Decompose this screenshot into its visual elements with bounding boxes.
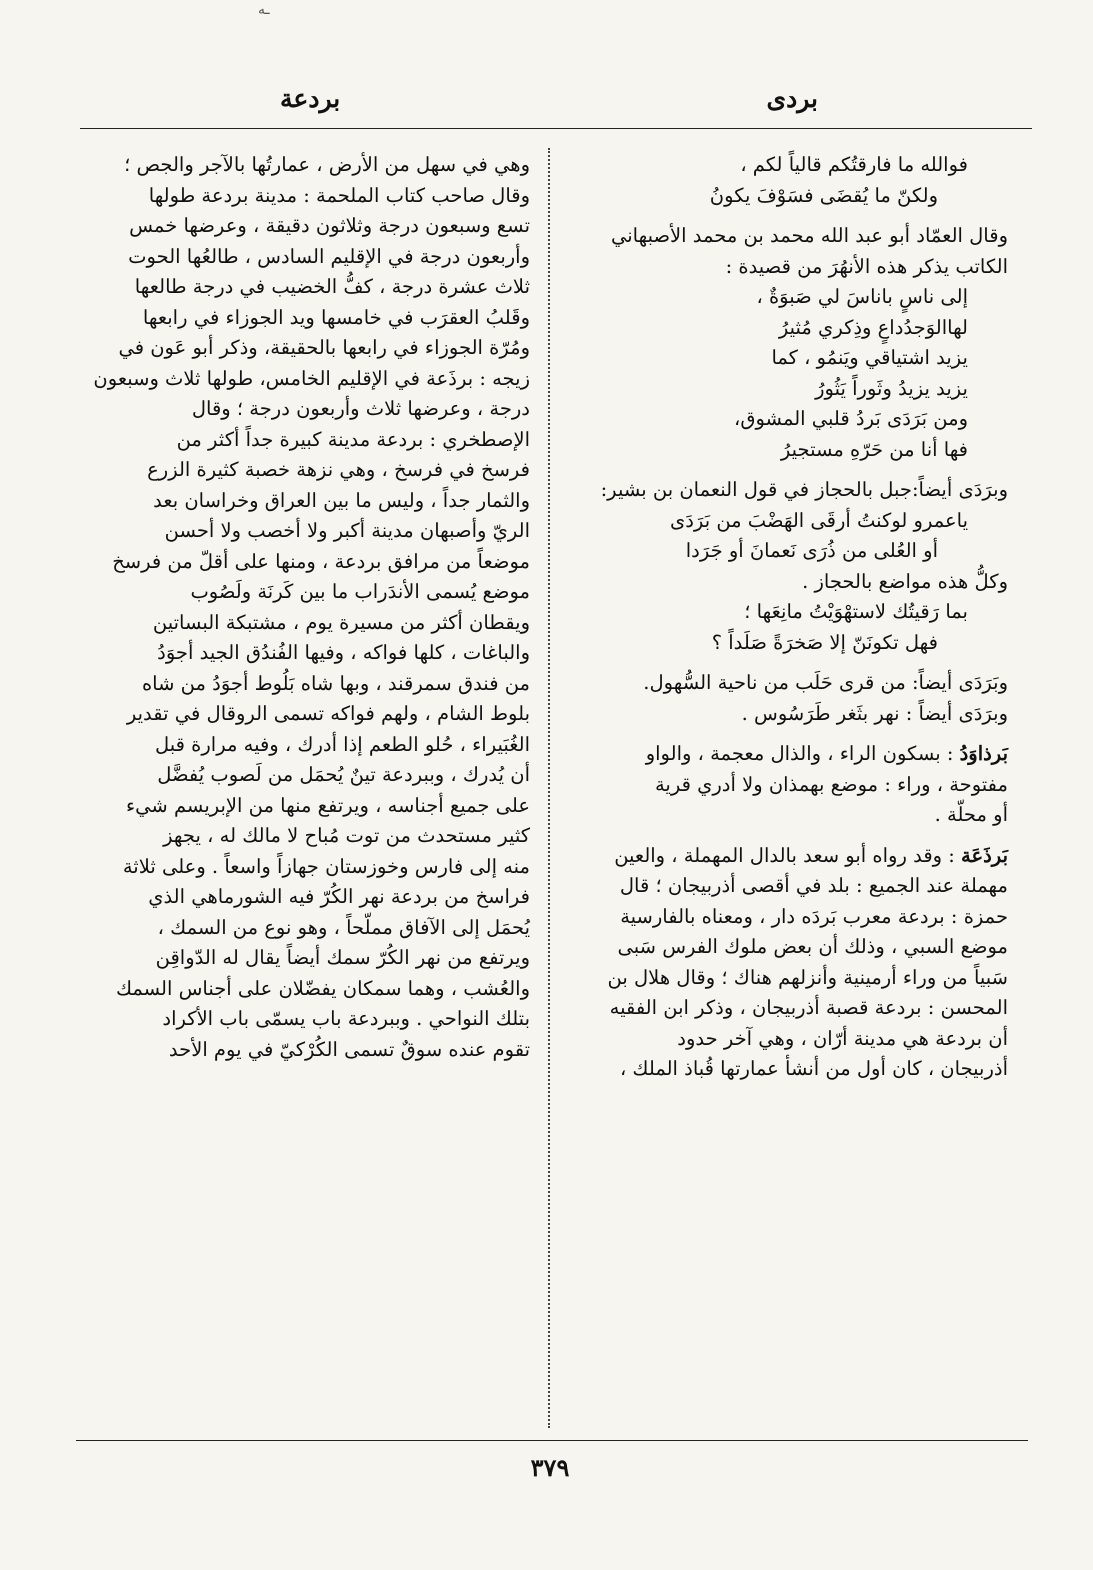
header-left-title: بردعة (280, 84, 341, 113)
line-text: : وقد رواه أبو سعد بالدال المهملة ، والعين (614, 843, 962, 867)
text-line (568, 1054, 1008, 1085)
line-text: أو محلّة . (934, 803, 1008, 826)
text-line (568, 841, 1008, 872)
text-line: تقوم عنده سوقٌ تسمى الكُرْكيّ في يوم الأحد (168, 1037, 530, 1061)
line-text: أو العُلى من ذُرَى نَعمانَ أو جَرَدا (685, 539, 938, 562)
text-line (568, 699, 1008, 730)
text-line: ثلاث عشرة درجة ، كفُّ الخضيب في درجة طالعها (134, 275, 530, 298)
text-line: منه إلى فارس وخوزستان جهازاً واسعاً . وعلى ثلاثة (122, 854, 530, 878)
line-text: إلى ناسٍ باناسَ لي صَبوَةٌ ، (756, 285, 968, 308)
text-line (568, 963, 1008, 994)
text-line (568, 1024, 1008, 1055)
page-header (80, 84, 1033, 124)
line-text: وبَرَدَى أيضاً: من قرى حَلَب من ناحية السُّهول. (643, 671, 1008, 694)
verse-line (568, 404, 1008, 435)
text-line (568, 932, 1008, 963)
text-line: وقَلبُ العقرَب في خامسها ويد الجوزاء في رابعها (142, 305, 530, 329)
text-line: يُحمَل إلى الآفاق مملّحاً ، وهو نوع من السمك ، (157, 915, 530, 939)
text-line (568, 221, 1008, 252)
verse-line (568, 343, 1008, 374)
text-line: الغُبَيراء ، حُلو الطعم إذا أدرك ، وفيه مرارة قبل (155, 732, 530, 756)
text-line (568, 770, 1008, 801)
text-line: أن يُدرك ، وببردعة تينٌ يُحمَل من لَصوب يُفضَّل (157, 763, 530, 786)
text-line: على جميع أجناسه ، ويرتفع منها من الإبريسم شيء (125, 793, 530, 817)
text-line: تسع وسبعون درجة وثلاثون دقيقة ، وعرضها خمس (129, 214, 530, 237)
text-line: كثير مستحدث من توت مُباح لا مالك له ، يجهز (163, 824, 530, 847)
page-number: ٣٧٩ (530, 1453, 570, 1482)
text-line: زيجه : برذَعة في الإقليم الخامس، طولها ثلاث وسبعون (93, 366, 530, 390)
line-text: ومن بَرَدَى بَردُ قلبي المشوق، (734, 407, 968, 430)
verse-line (568, 150, 1008, 181)
text-line (568, 567, 1008, 598)
line-text: فوالله ما فارقتُكم قالياً لكم ، (740, 153, 968, 176)
text-line (568, 800, 1008, 831)
verse-line (568, 181, 1008, 212)
line-text: ياعمرو لوكنتُ أرقَى الهَضْبَ من بَرَدَى (669, 508, 968, 532)
text-line (568, 475, 1008, 506)
text-line: فرسخ في فرسخ ، وهي نزهة خصبة كثيرة الزرع (147, 458, 530, 481)
line-text: فها أنا من حَرّهِ مستجيرُ (780, 437, 968, 461)
text-line: ويرتفع من نهر الكُرّ سمك أيضاً يقال له الدّواقِن (155, 946, 530, 969)
text-line: وقال صاحب كتاب الملحمة : مدينة بردعة طولها (148, 183, 530, 207)
text-line: وأربعون درجة في الإقليم السادس ، طالعُها الحوت (128, 244, 530, 268)
text-line (568, 739, 1008, 770)
header-rule (80, 128, 1032, 129)
line-text: بما رَقيتُك لاستهْوَيْتُ مانِعَها ؛ (744, 600, 968, 623)
text-line (568, 252, 1008, 283)
line-text: مفتوحة ، وراء : موضع بهمذان ولا أدري قرية (654, 772, 1008, 796)
right-column (568, 150, 1008, 1085)
line-text: الكاتب يذكر هذه الأنهُرَ من قصيدة : (725, 254, 1008, 278)
header-right-title: بردى (766, 84, 818, 113)
text-line: موضع يُسمى الأندَراب ما بين كَرنَة ولَصُوب (190, 580, 530, 603)
line-text: وبرَدَى أيضاً : نهر بثَغر طَرَسُوس . (741, 701, 1008, 725)
spacer (568, 465, 1008, 475)
text-line (568, 871, 1008, 902)
column-divider (548, 148, 550, 1428)
verse-line (568, 506, 1008, 537)
text-line: من فندق سمرقند ، وبها شاه بَلُوط أجوَدُ من شاه (141, 671, 530, 695)
text-line (568, 993, 1008, 1024)
text-line: ومُرّة الجوزاء في رابعها بالحقيقة، وذكر أبو عَون في (118, 336, 530, 359)
line-text: وكلُّ هذه مواضع بالحجاز . (802, 569, 1008, 593)
verse-line (568, 282, 1008, 313)
line-text: وقال العمّاد أبو عبد الله محمد بن محمد الأصبهاني (611, 224, 1008, 247)
text-line: والباغات ، كلها فواكه ، وفيها الفُندُق الجيد أجوَدُ (157, 641, 530, 664)
entry-headword: بَرذاوَدُ (959, 742, 1008, 765)
line-text: أن بردعة هي مدينة أرّان ، وهي آخر حدود (677, 1026, 1008, 1050)
text-line: موضعاً من مرافق بردعة ، ومنها على أقلّ من فرسخ (112, 549, 530, 573)
line-text: مهملة عند الجميع : بلد في أقصى أذربيجان ؛ قال (619, 874, 1008, 897)
verse-line (568, 435, 1008, 466)
line-text: يزيد يزيدُ وثَوراً يَثُورُ (815, 376, 968, 400)
text-line: بلوط الشام ، ولهم فواكه تسمى الروقال في تقدير (126, 702, 530, 725)
spacer (568, 831, 1008, 841)
top-mark: ـه (258, 2, 270, 18)
line-text: يزيد اشتياقي ويَنمُو ، كما (771, 346, 968, 369)
verse-line (568, 536, 1008, 567)
verse-line (568, 628, 1008, 659)
spacer (568, 729, 1008, 739)
text-line: ويقطان أكثر من مسيرة يوم ، مشتبكة البساتين (152, 610, 530, 634)
line-text: موضع السبي ، وذلك أن بعض ملوك الفرس سَبى (617, 935, 1008, 958)
line-text: فهل تكونَنّ إلا صَخرَةً صَلَداً ؟ (711, 630, 938, 654)
verse-line (568, 597, 1008, 628)
line-text: وبرَدَى أيضاً:جبل بالحجاز في قول النعمان بن بشير: (600, 478, 1008, 501)
text-line: درجة ، وعرضها ثلاث وأربعون درجة ؛ وقال (191, 397, 530, 420)
text-line (568, 668, 1008, 699)
line-text: أذربيجان ، كان أول من أنشأ عمارتها قُباذ الملك ، (619, 1057, 1008, 1080)
text-line: بتلك النواحي . وببردعة باب يسمّى باب الأكراد (162, 1007, 530, 1030)
text-line: والثمار جداً ، وليس ما بين العراق وخراسان بعد (153, 488, 530, 512)
entry-headword: بَرذَعَة (961, 843, 1008, 867)
spacer (568, 658, 1008, 668)
line-text: لهاالوَجدُداعٍ وذِكري مُثيرُ (778, 315, 968, 339)
line-text: حمزة : بردعة معرب بَردَه دار ، ومعناه بالفارسية (620, 904, 1008, 928)
text-line: والعُشب ، وهما سمكان يفضّلان على أجناس السمك (115, 976, 530, 1000)
text-line: الإصطخري : بردعة مدينة كبيرة جداً أكثر من (176, 427, 530, 451)
line-text: ولكنّ ما يُقضَى فسَوْفَ يكونُ (709, 183, 938, 207)
text-line: فراسخ من بردعة نهر الكُرّ فيه الشورماهي الذي (148, 885, 530, 908)
line-text: المحسن : بردعة قصبة أذربيجان ، وذكر ابن الفقيه (609, 996, 1008, 1019)
text-line (568, 902, 1008, 933)
left-column (82, 150, 530, 1065)
line-text: سَبياً من وراء أرمينية وأنزلهم هناك ؛ وقال هلال بن (607, 965, 1008, 989)
text-line: وهي في سهل من الأرض ، عمارتُها بالآجر والجص ؛ (124, 153, 530, 176)
verse-line (568, 374, 1008, 405)
footer-rule (76, 1440, 1028, 1441)
verse-line (568, 313, 1008, 344)
spacer (568, 211, 1008, 221)
line-text: : بسكون الراء ، والذال معجمة ، والواو (645, 742, 960, 765)
text-line: الريّ وأصبهان مدينة أكبر ولا أخصب ولا أحسن (164, 519, 530, 542)
